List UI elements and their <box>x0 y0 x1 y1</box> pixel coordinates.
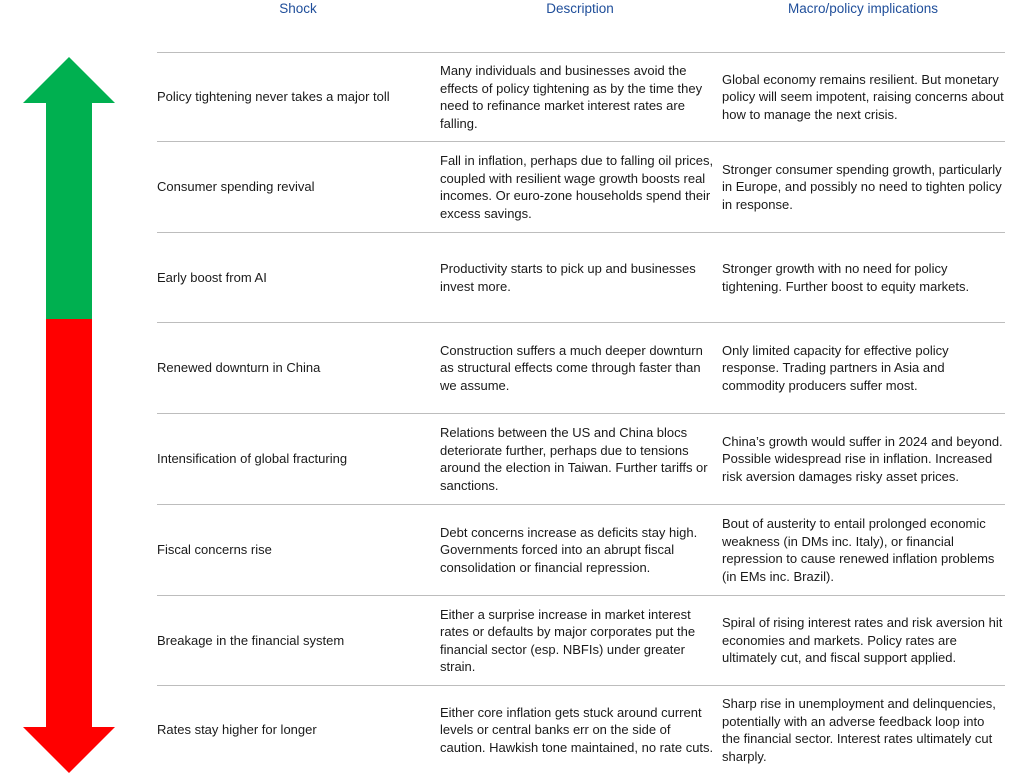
shock-cell: Intensification of global fracturing <box>157 451 348 467</box>
description-cell: Productivity starts to pick up and businesses invest more. <box>440 261 696 294</box>
implications-cell: Stronger growth with no need for policy tightening. Further boost to equity markets. <box>722 261 970 294</box>
table-row <box>157 141 1005 232</box>
table-row <box>157 52 1005 141</box>
table-row <box>157 685 1005 774</box>
shock-cell: Early boost from AI <box>157 269 267 285</box>
column-header-implications: Macro/policy implications <box>787 1 939 16</box>
implications-cell: Sharp rise in unemployment and delinquencies, potentially with an adverse feedback loop into the financial sector. Interest rates ultimately cut sharply. <box>722 696 996 764</box>
implications-cell: Bout of austerity to entail prolonged economic weakness (in DMs inc. Italy), or financial repression to cause renewed inflation problems (in EMs inc. Brazil). <box>722 516 995 584</box>
upside-downside-arrow <box>0 0 140 774</box>
implications-cell: Only limited capacity for effective policy response. Trading partners in Asia and commodity producers suffer most. <box>722 342 949 393</box>
column-header-shock: Shock <box>279 1 317 16</box>
shock-cell: Fiscal concerns rise <box>157 542 272 558</box>
column-header-description: Description <box>546 1 614 16</box>
shock-cell: Renewed downturn in China <box>157 360 321 376</box>
upside-arrow-up-icon <box>23 57 115 319</box>
shock-cell: Rates stay higher for longer <box>157 722 317 738</box>
description-cell: Either core inflation gets stuck around current levels or central banks err on the side of caution. Hawkish tone maintained, no rate cuts. <box>440 704 714 755</box>
description-cell: Either a surprise increase in market interest rates or defaults by major corporates put the financial sector (esp. NBFIs) under greater strain. <box>440 606 696 674</box>
description-cell: Many individuals and businesses avoid the effects of policy tightening as by the time they need to refinance market interest rates are falling. <box>440 63 703 131</box>
implications-cell: Global economy remains resilient. But monetary policy will seem impotent, raising concerns about how to manage the next crisis. <box>722 71 1004 122</box>
table-row <box>157 595 1005 685</box>
implications-cell: China’s growth would suffer in 2024 and beyond. Possible widespread rise in inflation. Increased risk aversion damages risky asset prices. <box>722 433 1003 484</box>
description-cell: Relations between the US and China blocs deteriorate further, perhaps due to tensions around the election in Taiwan. Further tariffs or sanctions. <box>440 425 708 493</box>
table-row <box>157 322 1005 413</box>
implications-cell: Stronger consumer spending growth, particularly in Europe, and possibly no need to tighten policy in response. <box>722 161 1002 212</box>
table-row <box>157 413 1005 504</box>
downside-arrow-down-icon <box>23 319 115 773</box>
implications-cell: Spiral of rising interest rates and risk aversion hit economies and markets. Policy rates are ultimately cut, and fiscal support applied. <box>722 615 1003 666</box>
table-row <box>157 504 1005 595</box>
shock-cell: Consumer spending revival <box>157 179 315 195</box>
description-cell: Debt concerns increase as deficits stay high. Governments forced into an abrupt fiscal consolidation or financial repression. <box>440 524 698 575</box>
shock-cell: Policy tightening never takes a major toll <box>157 89 390 105</box>
table-row <box>157 232 1005 322</box>
description-cell: Construction suffers a much deeper downturn as structural effects come through faster than we assume. <box>440 342 703 393</box>
description-cell: Fall in inflation, perhaps due to falling oil prices, coupled with resilient wage growth boosts real incomes. Or euro-zone households spend their excess savings. <box>440 153 714 221</box>
shock-cell: Breakage in the financial system <box>157 632 345 648</box>
